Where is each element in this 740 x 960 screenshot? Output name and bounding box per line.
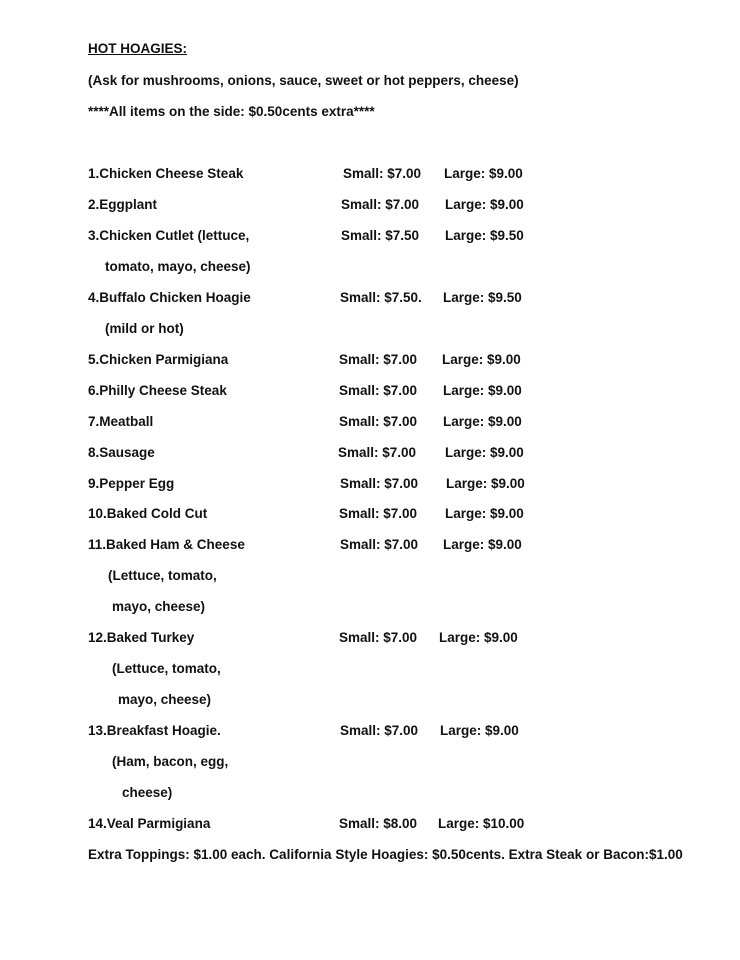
menu-item-description: cheese): [122, 785, 173, 800]
small-price: Small: $7.00: [339, 383, 418, 398]
menu-item-name: 13.Breakfast Hoagie.: [88, 723, 221, 738]
small-price: Small: $7.00: [338, 445, 417, 460]
menu-item-name: 7.Meatball: [88, 414, 154, 429]
menu-item-description: (Lettuce, tomato,: [108, 568, 217, 583]
menu-item-name: 8.Sausage: [88, 445, 155, 460]
large-price: Large: $9.00: [443, 414, 522, 429]
small-price: Small: $7.00: [339, 506, 418, 521]
small-price: Small: $7.00: [339, 414, 418, 429]
menu-title: HOT HOAGIES:: [88, 41, 188, 56]
large-price: Large: $9.00: [444, 166, 523, 181]
side-items-note: ****All items on the side: $0.50cents extra****: [88, 104, 375, 119]
small-price: Small: $7.00: [341, 197, 420, 212]
small-price: Small: $7.00: [340, 537, 419, 552]
menu-item-name: 1.Chicken Cheese Steak: [88, 166, 244, 181]
large-price: Large: $9.00: [439, 630, 518, 645]
menu-item-name: 2.Eggplant: [88, 197, 158, 212]
small-price: Small: $7.00: [339, 352, 418, 367]
menu-item-name: 3.Chicken Cutlet (lettuce,: [88, 228, 250, 243]
menu-footer: Extra Toppings: $1.00 each. California Style Hoagies: $0.50cents. Extra Steak or Bacon:$1.00: [88, 847, 683, 862]
large-price: Large: $9.00: [443, 537, 522, 552]
large-price: Large: $9.00: [446, 476, 525, 491]
menu-item-name: 12.Baked Turkey: [88, 630, 195, 645]
large-price: Large: $9.00: [445, 506, 524, 521]
small-price: Small: $7.00: [340, 723, 419, 738]
small-price: Small: $7.50.: [340, 290, 422, 305]
small-price: Small: $7.00: [339, 630, 418, 645]
large-price: Large: $9.00: [443, 383, 522, 398]
small-price: Small: $8.00: [339, 816, 418, 831]
menu-item-name: 5.Chicken Parmigiana: [88, 352, 229, 367]
menu-item-description: mayo, cheese): [112, 599, 206, 614]
menu-subtitle: (Ask for mushrooms, onions, sauce, sweet or hot peppers, cheese): [88, 73, 519, 88]
menu-item-name: 14.Veal Parmigiana: [88, 816, 211, 831]
large-price: Large: $9.00: [445, 197, 524, 212]
large-price: Large: $9.00: [440, 723, 519, 738]
small-price: Small: $7.00: [343, 166, 422, 181]
menu-item-description: tomato, mayo, cheese): [105, 259, 251, 274]
menu-item-name: 10.Baked Cold Cut: [88, 506, 208, 521]
small-price: Small: $7.00: [340, 476, 419, 491]
menu-item-name: 6.Philly Cheese Steak: [88, 383, 227, 398]
large-price: Large: $9.50: [443, 290, 522, 305]
menu-item-name: 9.Pepper Egg: [88, 476, 175, 491]
menu-item-description: (Lettuce, tomato,: [112, 661, 221, 676]
menu-item-description: (Ham, bacon, egg,: [112, 754, 229, 769]
large-price: Large: $9.00: [442, 352, 521, 367]
large-price: Large: $10.00: [438, 816, 525, 831]
large-price: Large: $9.50: [445, 228, 524, 243]
menu-item-description: (mild or hot): [105, 321, 184, 336]
large-price: Large: $9.00: [445, 445, 524, 460]
menu-item-name: 11.Baked Ham & Cheese: [88, 537, 245, 552]
menu-item-description: mayo, cheese): [118, 692, 212, 707]
small-price: Small: $7.50: [341, 228, 420, 243]
menu-item-name: 4.Buffalo Chicken Hoagie: [88, 290, 251, 305]
